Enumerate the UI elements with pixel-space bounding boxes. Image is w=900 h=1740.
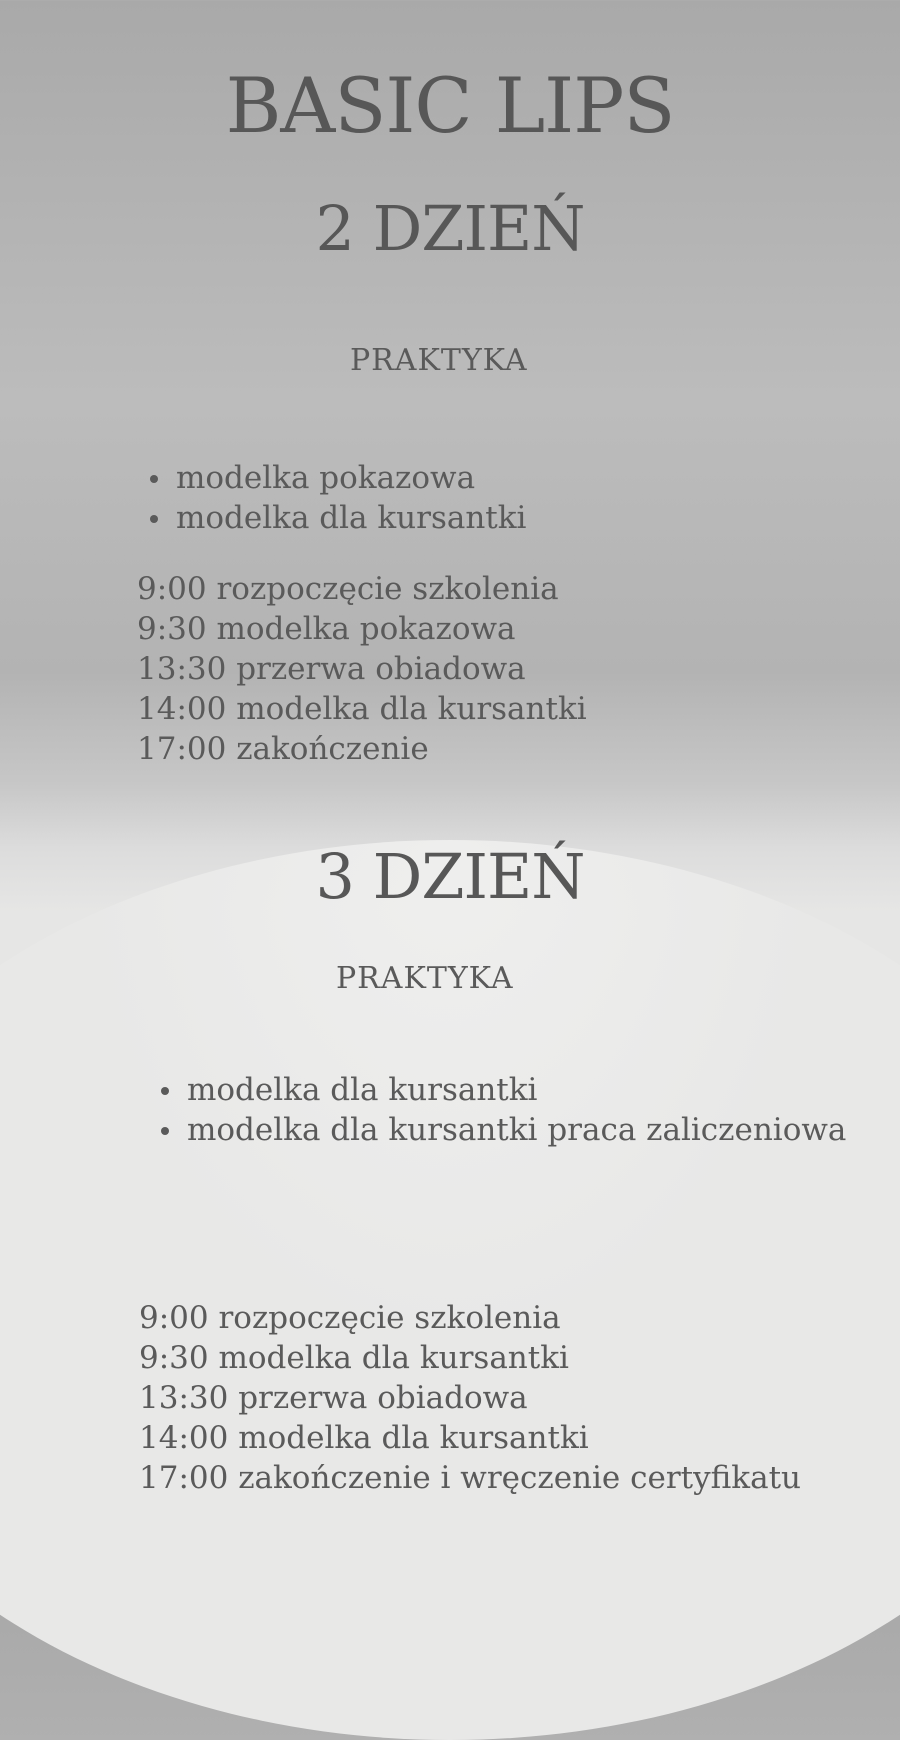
page-title: BASIC LIPS: [225, 61, 675, 150]
day2-schedule: [137, 569, 587, 769]
schedule-item: 14:00 modelka dla kursantki: [137, 691, 587, 727]
day2-bullet-list: [148, 458, 526, 538]
day3-section-label: PRAKTYKA: [336, 961, 514, 996]
list-item: modelka pokazowa: [148, 458, 526, 498]
schedule-item: 9:30 modelka pokazowa: [137, 611, 516, 647]
schedule-item: 9:00 rozpoczęcie szkolenia: [137, 571, 559, 607]
schedule-item: 13:30 przerwa obiadowa: [137, 651, 526, 687]
day2-section-label: PRAKTYKA: [350, 343, 528, 378]
schedule-item: 9:00 rozpoczęcie szkolenia: [139, 1300, 561, 1336]
list-item: modelka dla kursantki: [159, 1070, 846, 1110]
schedule-item: 14:00 modelka dla kursantki: [139, 1420, 589, 1456]
day2-heading: 2 DZIEŃ: [315, 192, 585, 265]
day3-heading: 3 DZIEŃ: [315, 840, 585, 913]
schedule-item: 13:30 przerwa obiadowa: [139, 1380, 528, 1416]
day3-schedule: [139, 1298, 801, 1498]
schedule-item: 9:30 modelka dla kursantki: [139, 1340, 569, 1376]
list-item: modelka dla kursantki: [148, 498, 526, 538]
list-item: modelka dla kursantki praca zaliczeniowa: [159, 1110, 846, 1150]
schedule-item: 17:00 zakończenie: [137, 731, 429, 767]
day3-bullet-list: [159, 1070, 846, 1150]
schedule-item: 17:00 zakończenie i wręczenie certyfikatu: [139, 1460, 801, 1496]
